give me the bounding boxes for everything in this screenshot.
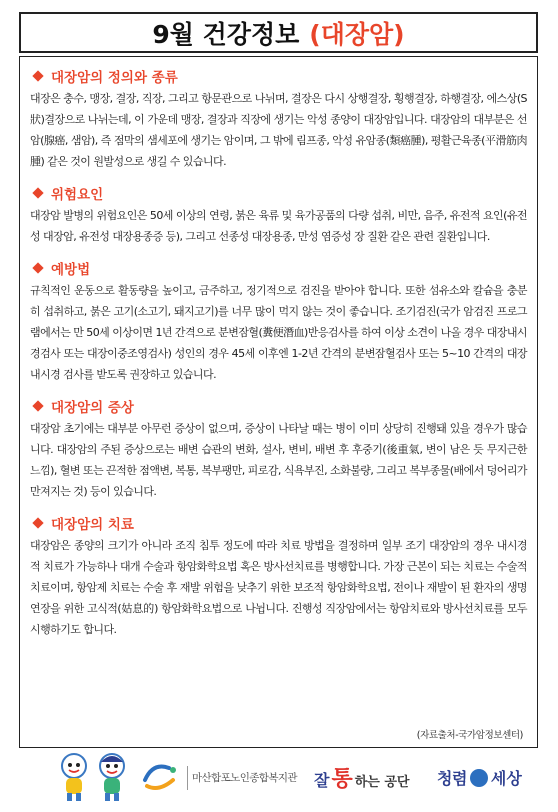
- section-definition: [30, 65, 527, 172]
- mascot-icon: [57, 752, 91, 802]
- page-title: [19, 12, 538, 53]
- diamond-bullet-icon: [32, 400, 43, 411]
- diamond-bullet-icon: [32, 187, 43, 198]
- clean-post: 세상: [490, 769, 522, 788]
- page-title-accent: (대장암): [309, 19, 405, 49]
- section-title: 대장암의 정의와 종류: [51, 70, 178, 86]
- globe-icon: [470, 769, 488, 787]
- org-name: 마산합포노인종합복지관: [192, 772, 297, 784]
- mascot-icon: [95, 752, 129, 802]
- diamond-bullet-icon: [32, 517, 43, 528]
- diamond-bullet-icon: [32, 70, 43, 81]
- clean-slogan: [437, 766, 522, 789]
- section-body: 대장암 발병의 위험요인은 50세 이상의 연령, 붉은 육류 및 육가공품의 다량 섭취, 비만, 음주, 유전적 요인(유전성 대장암, 유전성 대장용종증 등), 그리고 선종성 대장용종, 만성 염증성 장 질환 같은 관련 질환입니다.: [30, 209, 527, 243]
- section-prevention: [30, 257, 527, 385]
- content-box: [19, 56, 538, 748]
- section-body: 대장은 충수, 맹장, 결장, 직장, 그리고 항문관으로 나뉘며, 결장은 다시 상행결장, 횡행결장, 하행결장, 에스상(S狀)결장으로 나뉘는데, 이 가운데 맹장, 결장과 직장에 생기는 악성 종양이 대장암입니다. 대장암의 대부분은 선암(腺癌, 샘암), 즉 점막의 샘세포에 생기는 암이며, 그 밖에 림프종, 악성 유암종(類癌腫), 평활근육종(平滑筋肉腫) 같은 것이 원발성으로 생길 수 있습니다.: [30, 92, 527, 168]
- slogan: [314, 762, 410, 793]
- slogan-mid: 통: [331, 767, 353, 792]
- slogan-pre: 잘: [314, 771, 330, 790]
- footer-divider: [187, 766, 188, 790]
- senior-club-logo-icon: [139, 758, 183, 798]
- slogan-post: 하는 공단: [354, 775, 410, 790]
- source-note: (자료출처-국가암정보센터): [416, 730, 523, 741]
- diamond-bullet-icon: [32, 262, 43, 273]
- section-title: 예방법: [51, 262, 91, 278]
- footer: [19, 752, 538, 804]
- page-title-main: 9월 건강정보: [152, 19, 300, 49]
- section-treatment: [30, 512, 527, 640]
- section-body: 대장암 초기에는 대부분 아무런 증상이 없으며, 증상이 나타날 때는 병이 이미 상당히 진행돼 있을 경우가 많습니다. 대장암의 주된 증상으로는 배변 습관의 변화, 설사, 변비, 배변 후 후중기(後重氣, 변이 남은 듯 무지근한 느낌), 혈변 또는 끈적한 점액변, 복통, 복부팽만, 피로감, 식욕부진, 소화불량, 그리고 복부종물(배에서 덩어리가 만져지는 것) 등이 있습니다.: [30, 422, 528, 498]
- section-risk-factors: [30, 182, 527, 247]
- section-body: 대장암은 종양의 크기가 아니라 조직 침투 정도에 따라 치료 방법을 결정하며 일부 조기 대장암의 경우 내시경적 치료가 가능하나 대개 수술과 항암화학요법 혹은 방사선치료를 병행합니다. 가장 근본이 되는 치료는 수술적 치료이며, 항암제 치료는 수술 후 재발 위험을 낮추기 위한 보조적 항암화학요법, 전이나 재발이 된 환자의 생명 연장을 위한 고식적(姑息的) 항암화학요법으로 나뉩니다. 진행성 직장암에서는 항암치료와 방사선치료를 모두 시행하기도 합니다.: [30, 539, 527, 636]
- section-symptoms: [30, 395, 527, 502]
- section-title: 위험요인: [51, 187, 104, 203]
- section-title: 대장암의 치료: [51, 517, 134, 533]
- section-title: 대장암의 증상: [51, 400, 134, 416]
- clean-pre: 청렴: [437, 769, 467, 788]
- section-body: 규칙적인 운동으로 활동량을 높이고, 금주하고, 정기적으로 검진을 받아야 합니다. 또한 섬유소와 칼슘을 충분히 섭취하고, 붉은 고기(소고기, 돼지고기)를 너무 많이 먹지 않는 것이 좋습니다. 조기검진(국가 암검진 프로그램에서는 만 50세 이상이면 1년 간격으로 분변잠혈(糞便潛血)반응검사를 하여 이상 소견이 나올 경우 대장내시경검사 또는 대장이중조영검사) 성인의 경우 45세 이후엔 1-2년 간격의 분변잠혈검사 또는 5~10 간격의 대장내시경 검사를 받도록 권장하고 있습니다.: [30, 284, 527, 381]
